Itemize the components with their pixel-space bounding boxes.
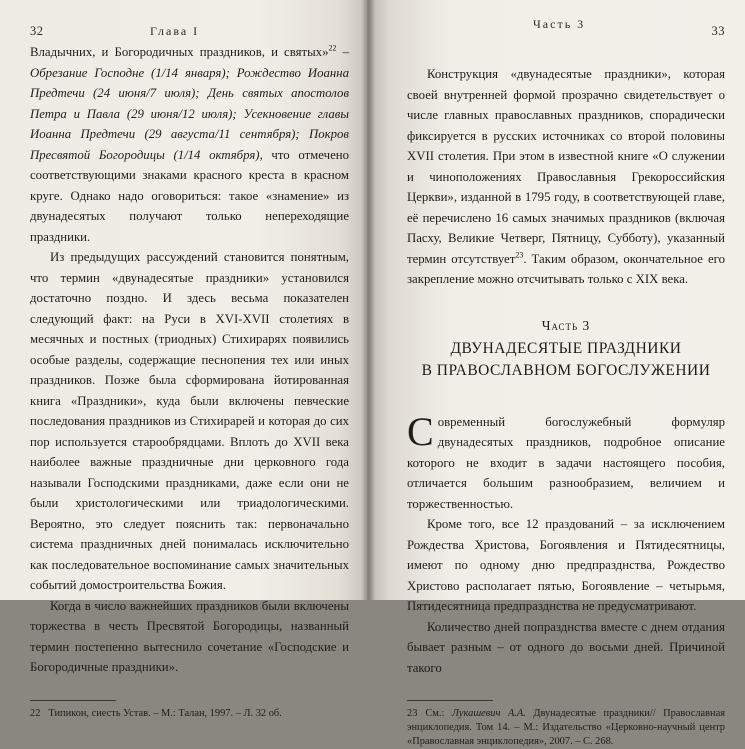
left-paragraph-3 <box>30 596 349 678</box>
footnote-ref-23: 23 <box>515 250 524 260</box>
text-run: , что отмечено соответствующими знаками красного креста в красном круге. Однако надо оговориться: такое «знамение» из двунадесятых получают только непереходящие праздники. <box>30 147 349 244</box>
part-heading <box>407 318 725 382</box>
left-page <box>0 0 367 719</box>
text-run: Количество дней попразднства вместе с днем отдания бывает разным – от одного до восьми дней. Причиной такого <box>407 619 725 675</box>
dropcap-paragraph <box>407 408 725 515</box>
right-page-number: 33 <box>711 24 725 38</box>
footnote-text: Двунадесятые праздники// Православная энциклопедия. Том 14. – М.: Издательство «Церковно-научный центр «Православная энциклопедия», 2007. – С. 268. <box>407 708 725 747</box>
left-running-head <box>30 8 349 38</box>
text-run: овременный богослужебный формуляр двунадесятых праздников, подробное описание которого не входит в задачи настоящего пособия, отличается большим разнообразием, величием и торжественностью. <box>407 414 725 511</box>
text-run: – <box>336 45 349 59</box>
right-running-head <box>407 8 725 38</box>
footnote-author: Лукашевич А.А. <box>451 708 526 719</box>
text-run: Конструкция «двунадесятые праздники», которая своей внутренней формой прозрачно свидетельствует о числе главных православных праздников, спорадически фиксируется в русских источниках со второй половины XVII столетия. При этом в известной книге «О служении и чиноположениях Православныя Грекороссийския Церкви», изданной в 1795 году, в соответствующей главе, её перечислено 16 самых значимых праздников (включая Пасху, Великие Четверг, Пятницу, Субботу), указанный термин отсутствует <box>407 67 725 266</box>
footnote-prefix: См.: <box>425 708 452 719</box>
footnote-text: Типикон, сиесть Устав. – М.: Талан, 1997. – Л. 32 об. <box>48 707 282 719</box>
footnote-ref-22: 22 <box>328 43 337 53</box>
feast-list-italic: Обрезание Господне (1/14 января); Рождество Иоанна Предтечи (24 июня/7 июля); День святых апостолов Петра и Павла (29 июня/12 июля); Усекновение главы Иоанна Предтечи (29 августа/11 сентября); Покров Пресвятой Богородицы (1/14 октября) <box>30 65 349 162</box>
part-label: Часть 3 <box>541 317 591 333</box>
right-body-text-intro <box>407 64 725 290</box>
drop-cap-letter: С <box>407 408 434 454</box>
right-paragraph-3 <box>407 617 725 679</box>
left-page-number: 32 <box>30 24 44 38</box>
text-run: . Таким образом, окончательное его закрепление можно отсчитывать только с XIX века. <box>407 251 725 286</box>
text-run: Владычних, и Богородичных праздников, и святых» <box>30 45 329 59</box>
right-paragraph-intro <box>407 64 725 290</box>
footnote-number: 23 <box>407 708 418 719</box>
left-chapter-title: Глава I <box>150 24 200 38</box>
footnote-22 <box>30 707 349 721</box>
right-body-text <box>407 408 725 679</box>
right-page <box>367 0 745 747</box>
book-gutter <box>361 0 375 600</box>
footnote-divider <box>30 700 116 701</box>
footnote-23 <box>407 707 725 749</box>
footnote-number: 22 <box>30 707 41 719</box>
text-run: Кроме того, все 12 праздований – за исключением Рождества Христова, Богоявления и Пятидесятницы, имеют по одному дню предпразднства, Рождество Христово располагает пятью, Богоявление – четырьмя, Пятидесятница предпразднства не предусматривают. <box>407 517 725 613</box>
left-body-text <box>30 42 349 678</box>
right-paragraph-2 <box>407 514 725 617</box>
text-run: Когда в число важнейших праздников были включены торжества в честь Пресвятой Богородицы, названный термин постепенно вытеснило сочетание «Господские и Богородичные праздники». <box>30 598 349 674</box>
right-chapter-title: Часть 3 <box>533 17 586 31</box>
left-paragraph-1 <box>30 42 349 247</box>
part-title-line-2: В ПРАВОСЛАВНОМ БОГОСЛУЖЕНИИ <box>421 361 711 379</box>
left-paragraph-2 <box>30 247 349 596</box>
part-title-line-1: ДВУНАДЕСЯТЫЕ ПРАЗДНИКИ <box>450 339 682 357</box>
text-run: Из предыдущих рассуждений становится понятным, что термин «двунадесятые праздники» установился достаточно поздно. И здесь весьма показателен следующий факт: на Руси в XVI-XVII столетиях в месячных и постных (триодных) Стихирарях появились особые разделы, содержащие песнопения тех или иных праздников. Позже была сформирована йотированная книга «Праздники», куда были включены певческие последования праздников из Стихирарей и которая до сих пор используется старообрядцами. Вплоть до XVII века наиболее важные праздничные дни церковного года называли Господскими праздниками, даже если они не были христологическими или триадологическими. Вероятно, это следует пояснить так: первоначально система праздничных дней понималась исключительно как последовательное воспоминание самых значительных событий домостроительства Божия. <box>30 250 349 592</box>
footnote-divider <box>407 700 493 701</box>
